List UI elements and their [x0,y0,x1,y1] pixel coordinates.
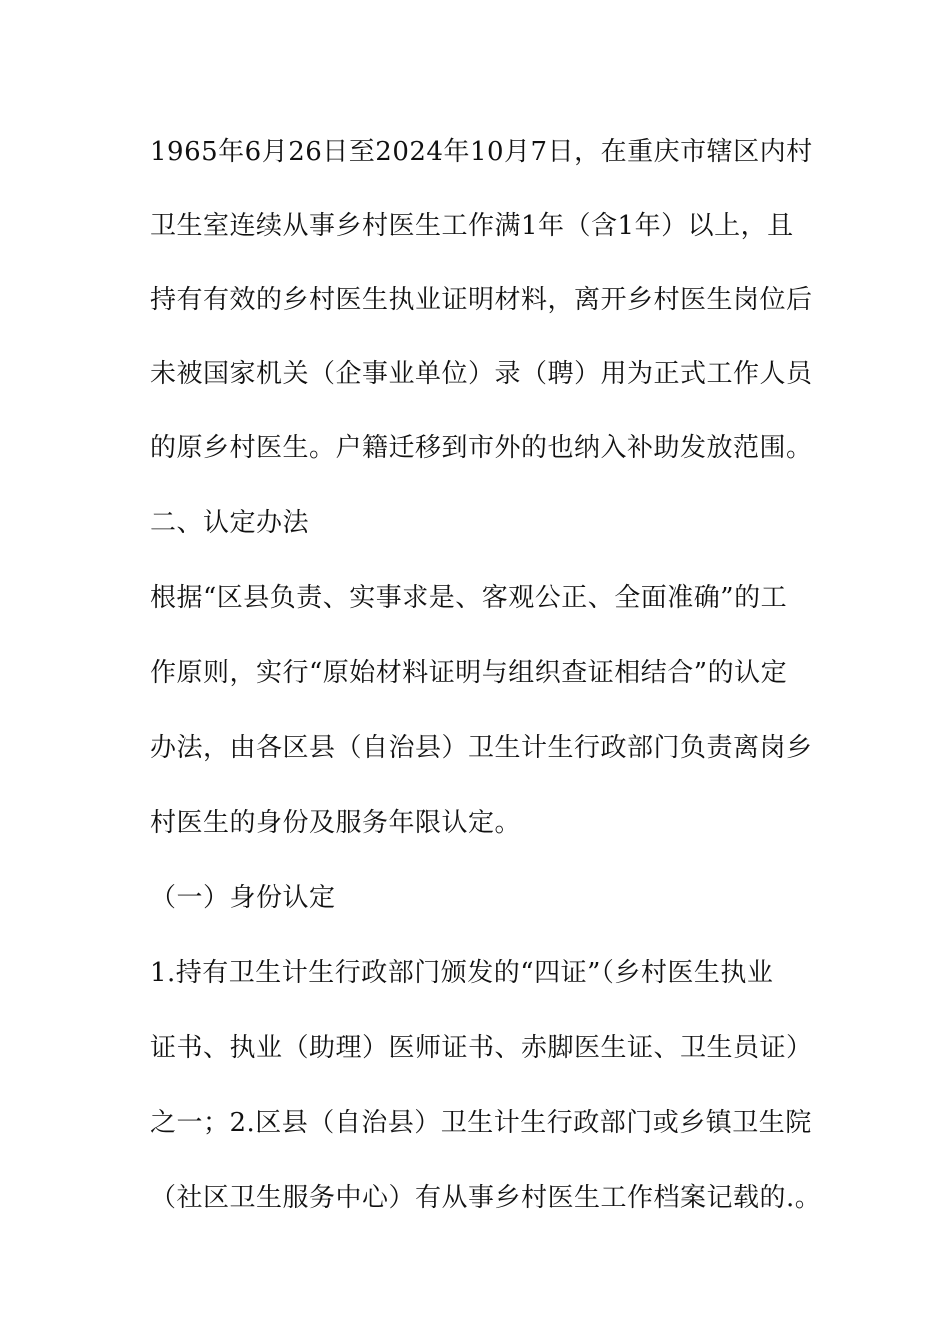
paragraph-line: 村医生的身份及服务年限认定。 [150,808,522,838]
paragraph-line: 证书、执业（助理）医师证书、赤脚医生证、卫生员证） [150,1033,813,1063]
paragraph-line: 的原乡村医生。户籍迁移到市外的也纳入补助发放范围。 [150,433,813,463]
paragraph-line: 未被国家机关（企事业单位）录（聘）用为正式工作人员 [150,359,813,389]
paragraph-line: 1.持有卫生计生行政部门颁发的“四证”（乡村医生执业 [150,958,774,988]
subsection-heading: （一）身份认定 [150,883,336,913]
paragraph-line: 1965年6月26日至2024年10月7日，在重庆市辖区内村 [150,137,813,167]
paragraph-line: 根据“区县负责、实事求是、客观公正、全面准确”的工 [150,583,788,613]
paragraph-line: 卫生室连续从事乡村医生工作满1年（含1年）以上，且 [150,211,794,241]
section-heading: 二、认定办法 [150,508,310,538]
paragraph-line: 之一；2.区县（自治县）卫生计生行政部门或乡镇卫生院 [150,1108,812,1138]
paragraph-line: （社区卫生服务中心）有从事乡村医生工作档案记载的.。 [150,1183,822,1213]
paragraph-line: 持有有效的乡村医生执业证明材料，离开乡村医生岗位后 [150,285,813,315]
paragraph-line: 办法，由各区县（自治县）卫生计生行政部门负责离岗乡 [150,733,813,763]
paragraph-line: 作原则，实行“原始材料证明与组织查证相结合”的认定 [150,658,788,688]
